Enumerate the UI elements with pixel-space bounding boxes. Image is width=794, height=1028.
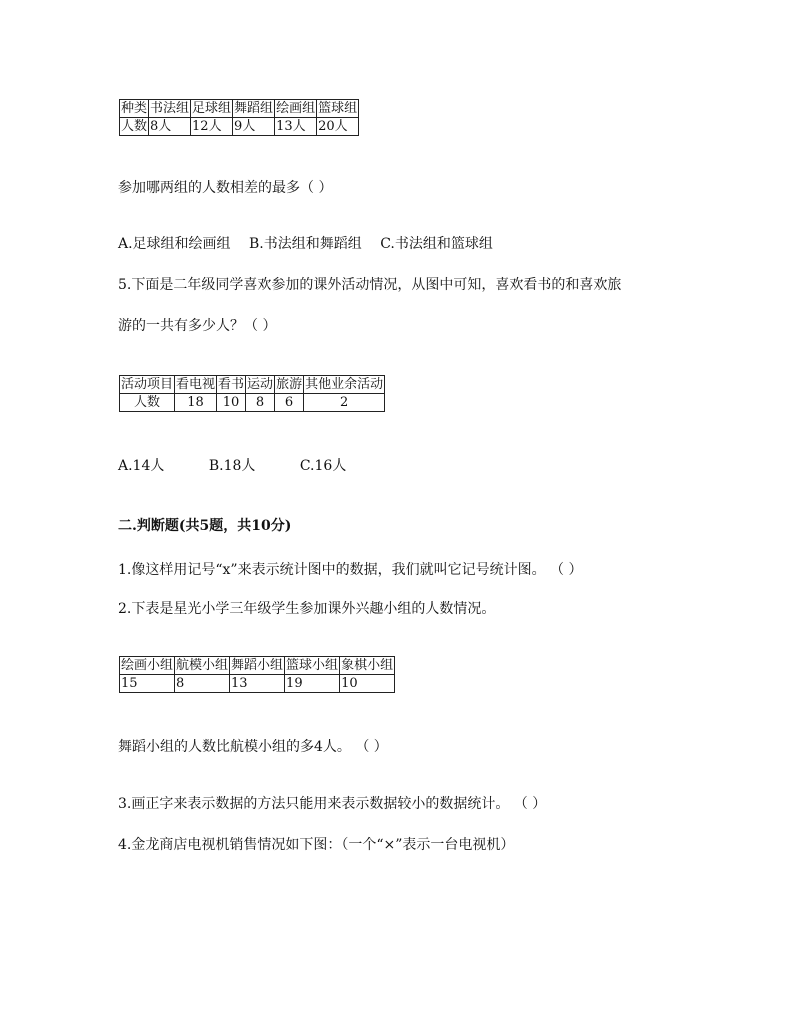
option-a[interactable]: A.14人 xyxy=(118,458,165,474)
option-b[interactable]: B.18人 xyxy=(208,458,256,474)
table-cell: 10 xyxy=(217,394,246,412)
table-cell: 人数 xyxy=(120,394,175,412)
table-cell: 12人 xyxy=(191,118,233,136)
table-cell: 人数 xyxy=(121,118,148,134)
table-row xyxy=(120,100,359,118)
section-heading: 二.判断题(共5题，共10分) xyxy=(118,518,292,534)
table-row xyxy=(120,394,385,412)
option-a[interactable]: A.足球组和绘画组 xyxy=(118,236,231,252)
table-cell: 其他业余活动 xyxy=(305,376,384,392)
judge-question-2: 2.下表是星光小学三年级学生参加课外兴趣小组的人数情况。 xyxy=(118,601,496,617)
table-cell: 6 xyxy=(275,394,304,412)
table-cell: 象棋小组 xyxy=(341,657,394,673)
judge-question-2-statement: 舞蹈小组的人数比航模小组的多4人。 （ ） xyxy=(118,739,388,755)
table-cell: 2 xyxy=(304,394,385,412)
table-cell: 航模小组 xyxy=(176,657,229,673)
group-count-table xyxy=(119,99,359,136)
table-row xyxy=(120,675,395,693)
question-5-line-2: 游的一共有多少人？（ ） xyxy=(118,318,277,334)
judge-question-4: 4.金龙商店电视机销售情况如下图：（一个“×”表示一台电视机） xyxy=(118,837,515,853)
table-cell: 8 xyxy=(246,394,275,412)
option-b[interactable]: B.书法组和舞蹈组 xyxy=(249,236,362,252)
table-cell: 19 xyxy=(285,675,340,693)
option-c[interactable]: C.16人 xyxy=(299,458,347,474)
judge-question-3: 3.画正字来表示数据的方法只能用来表示数据较小的数据统计。 （ ） xyxy=(118,796,547,812)
table-cell: 运动 xyxy=(247,376,274,392)
activity-table xyxy=(119,375,385,412)
table-cell: 10 xyxy=(340,675,395,693)
table-cell: 绘画小组 xyxy=(121,657,174,673)
table-cell: 活动项目 xyxy=(121,376,174,392)
table-cell: 舞蹈组 xyxy=(234,100,274,116)
table-cell: 篮球组 xyxy=(318,100,358,116)
question-5-line-1: 5.下面是二年级同学喜欢参加的课外活动情况，从图中可知，喜欢看书的和喜欢旅 xyxy=(118,277,622,293)
table-cell: 13人 xyxy=(275,118,317,136)
table-cell: 20人 xyxy=(317,118,359,136)
table-cell: 18 xyxy=(175,394,217,412)
table-cell: 8人 xyxy=(149,118,191,136)
table-cell: 旅游 xyxy=(276,376,303,392)
table-cell: 绘画组 xyxy=(276,100,316,116)
interest-group-table xyxy=(119,656,395,693)
question-stem: 参加哪两组的人数相差的最多（ ） xyxy=(118,180,333,196)
table-row xyxy=(120,657,395,675)
table-cell: 足球组 xyxy=(192,100,232,116)
table-cell: 9人 xyxy=(233,118,275,136)
table-row xyxy=(120,376,385,394)
judge-question-1: 1.像这样用记号“x”来表示统计图中的数据，我们就叫它记号统计图。 （ ） xyxy=(118,562,583,578)
table-cell: 看书 xyxy=(218,376,245,392)
table-cell: 8 xyxy=(175,675,230,693)
table-row xyxy=(120,118,359,136)
table-cell: 舞蹈小组 xyxy=(231,657,284,673)
table-cell: 篮球小组 xyxy=(286,657,339,673)
answer-options xyxy=(118,235,527,253)
option-c[interactable]: C.书法组和篮球组 xyxy=(380,236,493,252)
answer-options xyxy=(118,457,380,475)
table-cell: 书法组 xyxy=(150,100,190,116)
table-cell: 看电视 xyxy=(176,376,216,392)
table-cell: 种类 xyxy=(121,100,148,116)
table-cell: 13 xyxy=(230,675,285,693)
table-cell: 15 xyxy=(120,675,175,693)
